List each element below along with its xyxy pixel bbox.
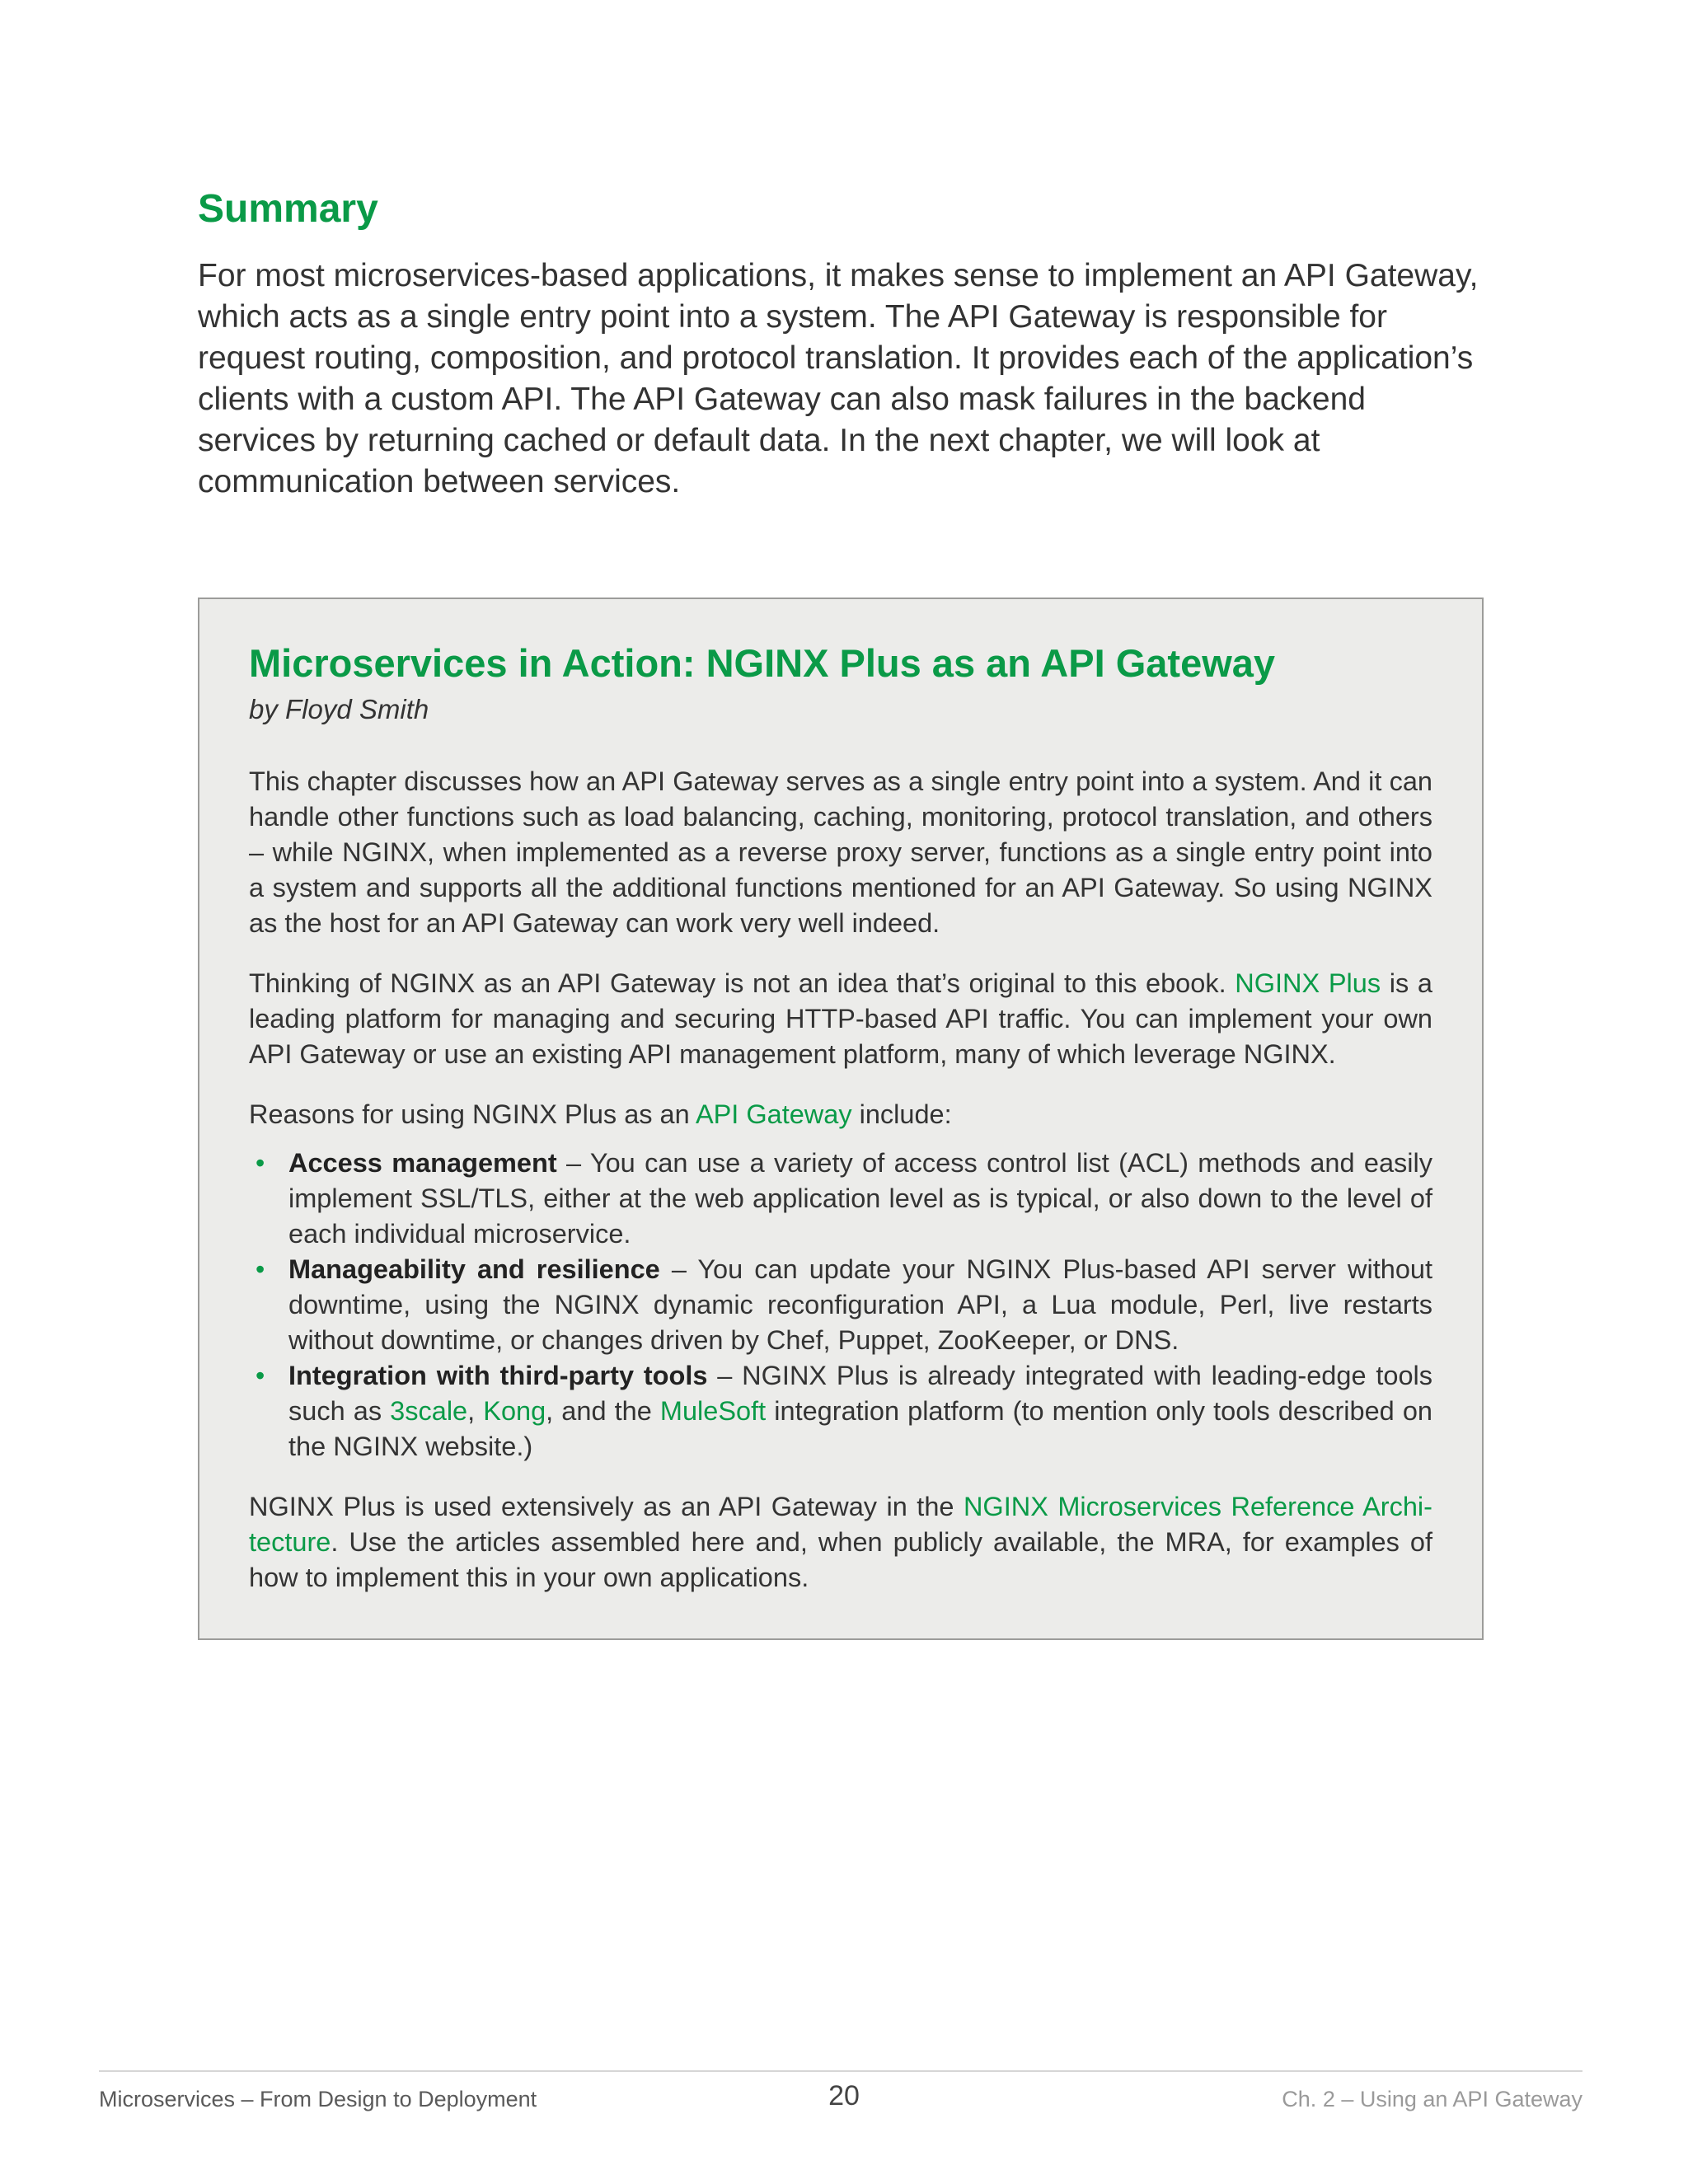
mra-link[interactable]: NGINX Microservices Reference Archi-tecture [249, 1492, 1432, 1557]
list-item [249, 1358, 1432, 1465]
paragraph-text: is a leading platform for managing and securing HTTP-based API traffic. You can implement your own API Gateway or use an existing API management platform, many of which leverage NGINX. [249, 968, 1432, 1069]
sidebar-paragraph-4 [249, 1489, 1432, 1596]
sidebar-paragraph-3 [249, 1097, 1432, 1132]
footer-chapter-title: Ch. 2 – Using an API Gateway [1282, 2087, 1582, 2111]
bullet-icon: • [256, 1361, 265, 1390]
nginx-plus-link[interactable]: NGINX Plus [1235, 968, 1381, 998]
bullet-icon: • [256, 1148, 265, 1178]
api-gateway-link[interactable]: API Gateway [695, 1099, 852, 1129]
footer-divider [99, 2070, 1582, 2072]
summary-paragraph: For most microservices-based applications, it makes sense to implement an API Gateway, which acts as a single entry point into a system. The API Gateway is responsible for request routing, composition, and protocol translation. It provides each of the application’s clients with a custom API. The API Gateway can also mask failures in the backend services by returning cached or default data. In the next chapter, we will look at communication between services. [198, 258, 1479, 499]
bullet-text: – You can use a variety of access control list (ACL) methods and easily implement SSL/TLS, either at the web application level as is typical, or also down to the level of each individual microservice. [288, 1148, 1432, 1249]
paragraph-text: NGINX Plus is used extensively as an API Gateway in the [249, 1492, 964, 1521]
kong-link[interactable]: Kong [483, 1396, 546, 1426]
bullet-text: , and the [546, 1396, 660, 1426]
paragraph-text: Reasons for using NGINX Plus as an [249, 1099, 696, 1129]
sidebar-author: by Floyd Smith [249, 694, 429, 724]
paragraph-text: Thinking of NGINX as an API Gateway is not an idea that’s original to this ebook. [249, 968, 1236, 998]
mulesoft-link[interactable]: MuleSoft [659, 1396, 767, 1426]
bullet-icon: • [256, 1254, 265, 1284]
sidebar-title: Microservices in Action: NGINX Plus as an API Gateway [249, 641, 1276, 685]
bullet-text: – You can update your NGINX Plus-based API server without downtime, using the NGINX dynamic reconfiguration API, a Lua module, Perl, live restarts without downtime, or changes driven by Chef, Puppet, ZooKeeper, or DNS. [288, 1254, 1432, 1355]
list-item [249, 1252, 1432, 1358]
bullet-label: Access management [288, 1148, 557, 1178]
summary-heading: Summary [198, 187, 378, 231]
bullet-text: – NGINX Plus is already integrated with leading-edge tools such as [288, 1361, 1432, 1426]
reasons-list [249, 1146, 1432, 1465]
paragraph-text: . Use the articles assembled here and, when publicly available, the MRA, for examples of how to implement this in your own applications. [249, 1527, 1432, 1592]
list-item [249, 1146, 1432, 1252]
bullet-label: Manageability and resilience [288, 1254, 660, 1284]
3scale-link[interactable]: 3scale [390, 1396, 468, 1426]
sidebar-box [198, 598, 1484, 1640]
paragraph-text: include: [851, 1099, 952, 1129]
bullet-text: integration platform (to mention only tools described on the NGINX website.) [288, 1396, 1433, 1461]
sidebar-paragraph-1: This chapter discusses how an API Gateway serves as a single entry point into a system. And it can handle other functions such as load balancing, caching, monitoring, protocol translation, and others – while NGINX, when implemented as a reverse proxy server, functions as a single entry point into a system and supports all the additional functions mentioned for an API Gateway. So using NGINX as the host for an API Gateway can work very well indeed. [249, 766, 1432, 938]
bullet-label: Integration with third-party tools [288, 1361, 708, 1390]
sidebar-paragraph-2 [249, 966, 1432, 1072]
footer-book-title: Microservices – From Design to Deployment [99, 2087, 537, 2111]
page-number: 20 [828, 2080, 860, 2111]
bullet-text: , [467, 1396, 484, 1426]
